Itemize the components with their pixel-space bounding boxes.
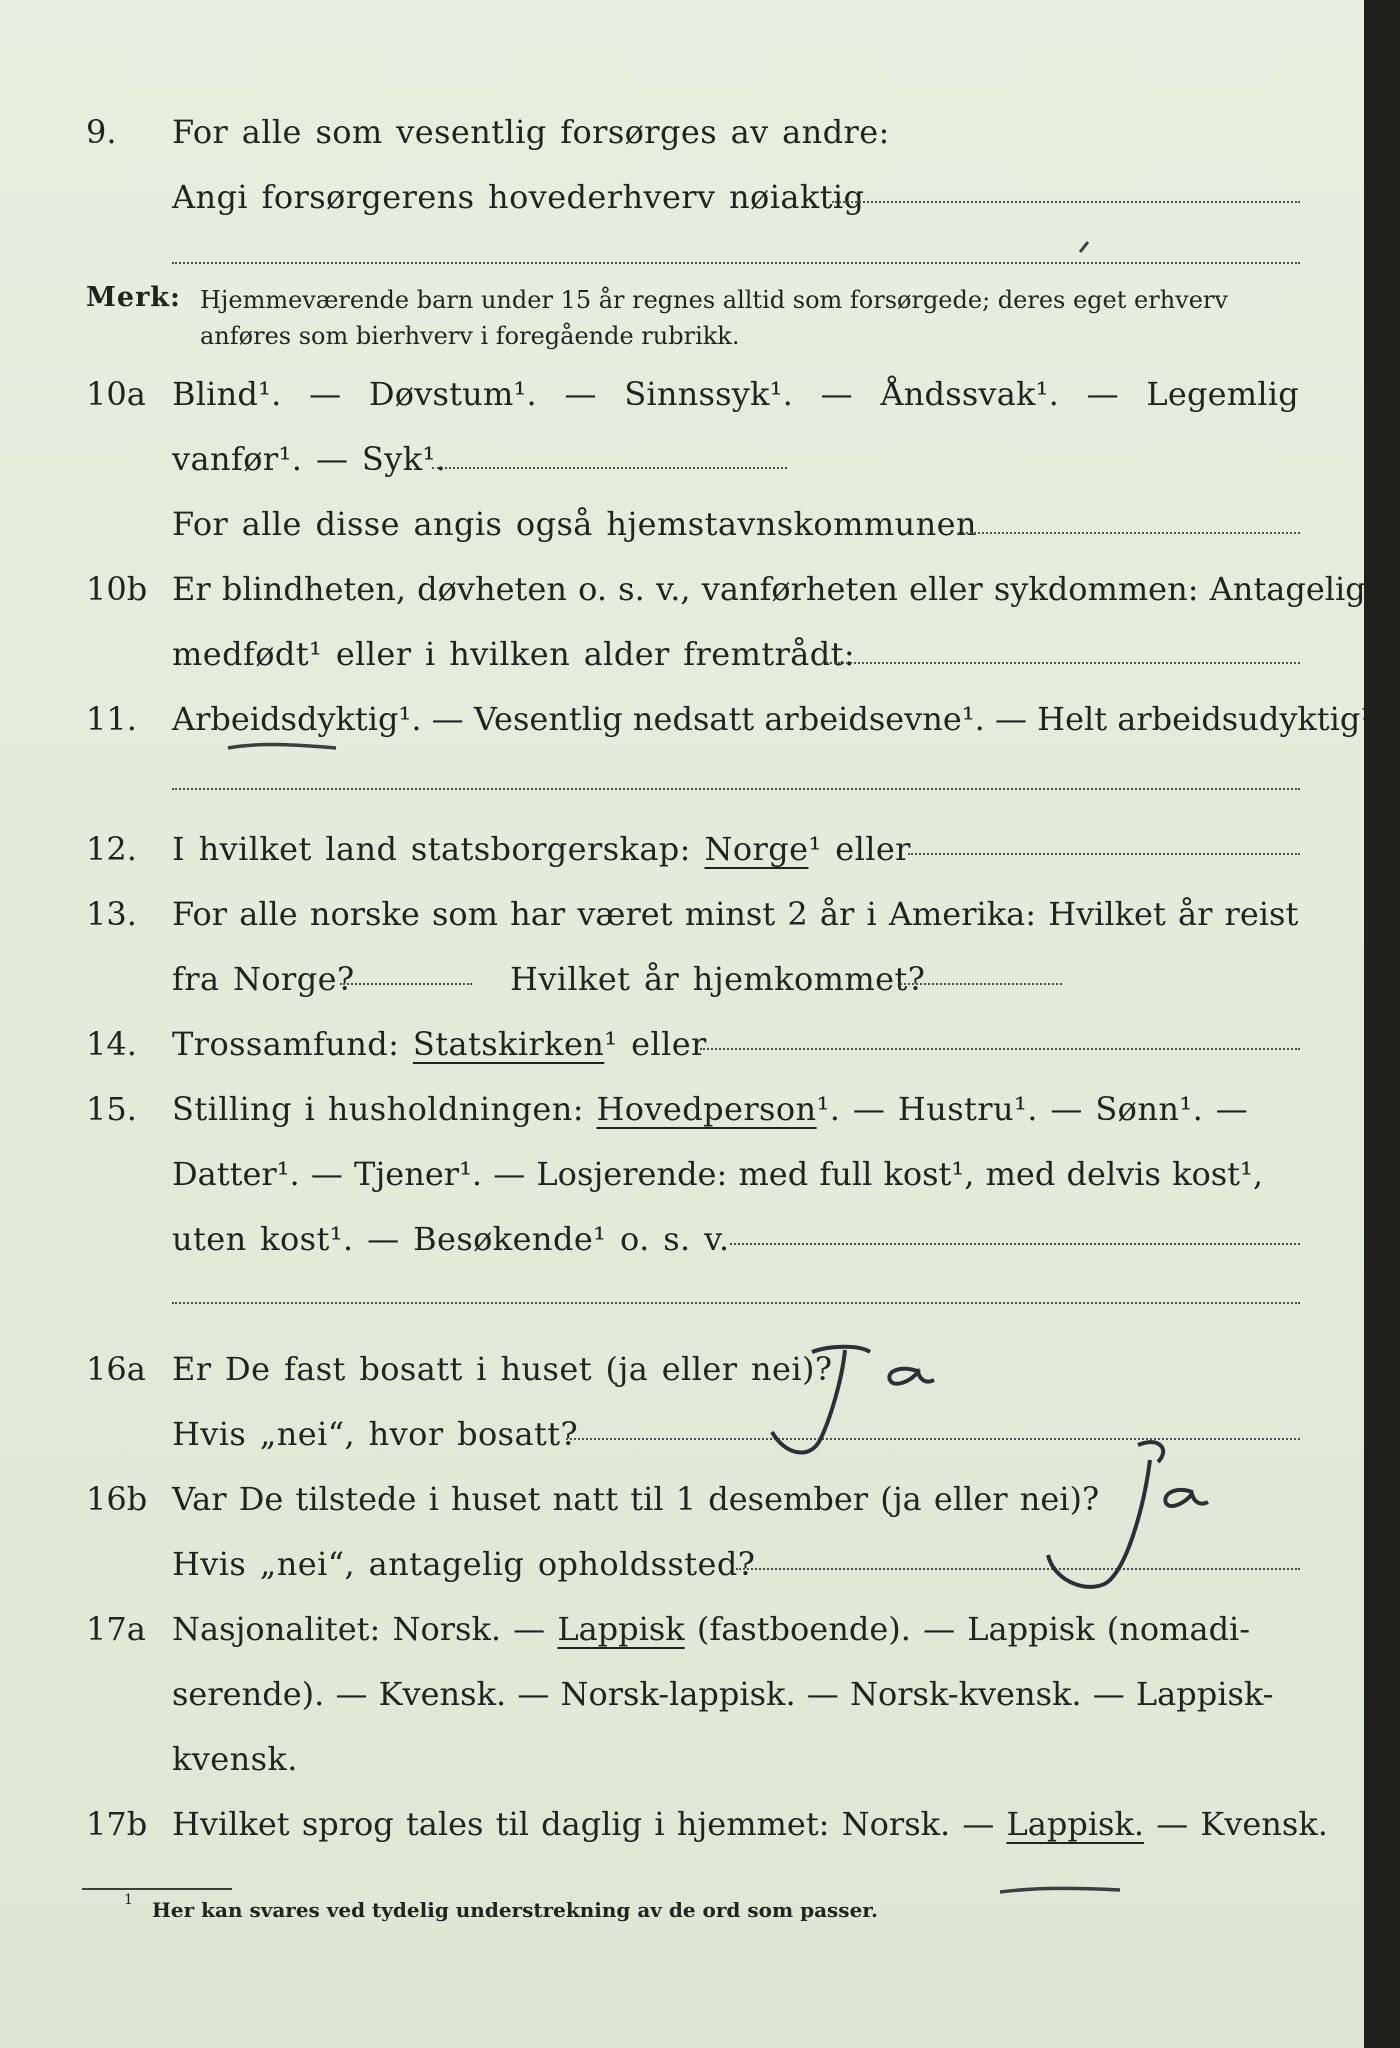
q9-text: For alle som vesentlig forsørges av andre: bbox=[172, 113, 890, 151]
handwritten-16a-text: Ja bbox=[880, 1395, 881, 1396]
q17a-row bbox=[0, 1607, 1364, 1657]
q17a-number: 17a bbox=[86, 1610, 146, 1648]
q10b-row bbox=[0, 567, 1364, 617]
q10a-number: 10a bbox=[86, 375, 146, 413]
q9-answer-line bbox=[832, 201, 1300, 203]
q17b-number: 17b bbox=[86, 1805, 148, 1843]
q13-number: 13. bbox=[86, 895, 137, 933]
q13-text-2b: Hvilket år hjemkommet? bbox=[510, 960, 926, 998]
q10a-row-3 bbox=[0, 502, 1364, 552]
dash: — bbox=[309, 375, 342, 413]
q17a-text bbox=[172, 1607, 1250, 1651]
q9-answer-line-2 bbox=[172, 262, 1300, 264]
q15-question: Stilling i husholdningen: bbox=[172, 1090, 584, 1128]
q9-number: 9. bbox=[86, 113, 117, 151]
q15-text-3: uten kost¹. — Besøkende¹ o. s. v. bbox=[172, 1220, 730, 1258]
q9-text-2: Angi forsørgerens hovederhverv nøiaktig bbox=[172, 178, 865, 216]
q11-rest: ¹. — Vesentlig nedsatt arbeidsevne¹. — Helt arbeidsudyktig¹. bbox=[398, 700, 1384, 738]
q10a-options bbox=[172, 372, 1299, 416]
q11-text bbox=[172, 697, 1383, 741]
option-lappisk: Lappisk bbox=[557, 1610, 685, 1648]
q10a-text-3: For alle disse angis også hjemstavnskommunen bbox=[172, 505, 977, 543]
q11-row bbox=[0, 697, 1384, 747]
merk-text: Hjemmeværende barn under 15 år regnes alltid som forsørgede; deres eget erhverv anføres som bierhverv i foregående rubrikk. bbox=[200, 286, 1228, 350]
q14-number: 14. bbox=[86, 1025, 137, 1063]
q15-rest: ¹. — Hustru¹. — Sønn¹. — bbox=[816, 1090, 1249, 1128]
q12-question: I hvilket land statsborgerskap: bbox=[172, 830, 691, 868]
option-dovstum: Døvstum¹. bbox=[368, 375, 537, 413]
q16b-text-2: Hvis „nei“, antagelig opholdssted? bbox=[172, 1545, 756, 1583]
q10a-text-2: vanfør¹. — Syk¹. bbox=[172, 440, 447, 478]
q14-text bbox=[172, 1022, 707, 1066]
q15-row bbox=[0, 1087, 1364, 1137]
q16b-number: 16b bbox=[86, 1480, 148, 1518]
option-legemlig: Legemlig bbox=[1146, 375, 1299, 413]
q14-answer-line bbox=[700, 1048, 1300, 1050]
handwritten-underline-lappisk bbox=[1000, 1888, 1120, 1892]
q11-row-2 bbox=[0, 762, 1364, 812]
q13-answer-line-year-left bbox=[340, 983, 472, 985]
dash: — bbox=[1086, 375, 1119, 413]
q10a-row bbox=[0, 372, 1364, 422]
dash: — bbox=[820, 375, 853, 413]
q15-row-3 bbox=[0, 1217, 1364, 1267]
q17b-row bbox=[0, 1802, 1364, 1852]
q13-row bbox=[0, 892, 1364, 942]
q16a-number: 16a bbox=[86, 1350, 146, 1388]
q15-row-4 bbox=[0, 1282, 1364, 1332]
q12-answer-line bbox=[908, 853, 1300, 855]
q17b-text bbox=[172, 1802, 1328, 1846]
handwritten-16b-text: Ja bbox=[1180, 1520, 1181, 1521]
q15-answer-line bbox=[730, 1243, 1300, 1245]
q12-rest: ¹ eller bbox=[808, 830, 911, 868]
q13-text: For alle norske som har været minst 2 år i Amerika: Hvilket år reist bbox=[172, 895, 1299, 933]
dash: — bbox=[564, 375, 597, 413]
q10b-text-2: medfødt¹ eller i hvilken alder fremtrådt: bbox=[172, 635, 856, 673]
footnote-text: Her kan svares ved tydelig understrekning av de ord som passer. bbox=[152, 1898, 878, 1922]
option-statskirken: Statskirken bbox=[412, 1025, 605, 1063]
q15-row-2 bbox=[0, 1152, 1364, 1202]
q16b-row-2 bbox=[0, 1542, 1364, 1592]
q17a-row-3 bbox=[0, 1737, 1364, 1787]
q10a-row-2 bbox=[0, 437, 1364, 487]
q14-question: Trossamfund: bbox=[172, 1025, 400, 1063]
q16a-answer-line bbox=[566, 1438, 1300, 1440]
q10b-text: Er blindheten, døvheten o. s. v., vanførheten eller sykdommen: Antagelig bbox=[172, 570, 1366, 608]
q10a-answer-line-2 bbox=[958, 532, 1300, 534]
q11-answer-line bbox=[172, 788, 1300, 790]
q10b-row-2 bbox=[0, 632, 1364, 682]
q17a-question: Nasjonalitet: Norsk. — bbox=[172, 1610, 546, 1648]
q9-row-2 bbox=[0, 175, 1364, 225]
q11-number: 11. bbox=[86, 700, 137, 738]
merk-label: Merk: bbox=[86, 282, 181, 313]
q10a-answer-line bbox=[432, 467, 787, 469]
q16a-row bbox=[0, 1347, 1364, 1397]
option-blind: Blind¹. bbox=[172, 375, 282, 413]
q16b-row bbox=[0, 1477, 1364, 1527]
q17a-row-2 bbox=[0, 1672, 1364, 1722]
option-sinnssyk: Sinnssyk¹. bbox=[624, 375, 793, 413]
q17a-text-2: serende). — Kvensk. — Norsk-lappisk. — Norsk-kvensk. — Lappisk- bbox=[172, 1675, 1274, 1713]
q15-number: 15. bbox=[86, 1090, 137, 1128]
option-andssvak: Åndssvak¹. bbox=[880, 375, 1059, 413]
q13-text-2a: fra Norge? bbox=[172, 960, 355, 998]
q17b-question: Hvilket sprog tales til daglig i hjemmet: Norsk. — bbox=[172, 1805, 995, 1843]
q12-number: 12. bbox=[86, 830, 137, 868]
option-lappisk-language: Lappisk. bbox=[1006, 1805, 1145, 1843]
q16a-text-2: Hvis „nei“, hvor bosatt? bbox=[172, 1415, 579, 1453]
footnote-mark: 1 bbox=[124, 1892, 133, 1908]
q12-text bbox=[172, 827, 911, 871]
q12-row bbox=[0, 827, 1364, 877]
q9-row bbox=[0, 110, 1364, 160]
q16b-answer-line bbox=[736, 1568, 1300, 1570]
q14-row bbox=[0, 1022, 1364, 1072]
q15-answer-line-2 bbox=[172, 1302, 1300, 1304]
q17a-text-3: kvensk. bbox=[172, 1740, 298, 1778]
option-hovedperson: Hovedperson bbox=[596, 1090, 817, 1128]
q13-answer-line-year-returned bbox=[900, 983, 1062, 985]
q17b-rest: — Kvensk. bbox=[1156, 1805, 1328, 1843]
footnote-rule bbox=[82, 1888, 232, 1890]
q10b-number: 10b bbox=[86, 570, 148, 608]
q16a-text: Er De fast bosatt i huset (ja eller nei)? bbox=[172, 1350, 833, 1388]
q16a-row-2 bbox=[0, 1412, 1364, 1462]
q15-text bbox=[172, 1087, 1248, 1131]
option-arbeidsdyktig: Arbeidsdyktig bbox=[172, 700, 399, 738]
q14-rest: ¹ eller bbox=[604, 1025, 707, 1063]
q16b-text: Var De tilstede i huset natt til 1 desember (ja eller nei)? bbox=[172, 1480, 1100, 1518]
q15-text-2: Datter¹. — Tjener¹. — Losjerende: med full kost¹, med delvis kost¹, bbox=[172, 1155, 1264, 1193]
q10b-answer-line bbox=[826, 662, 1300, 664]
q17a-rest: (fastboende). — Lappisk (nomadi- bbox=[696, 1610, 1251, 1648]
option-norge: Norge bbox=[704, 830, 809, 868]
q13-row-2 bbox=[0, 957, 1364, 1007]
